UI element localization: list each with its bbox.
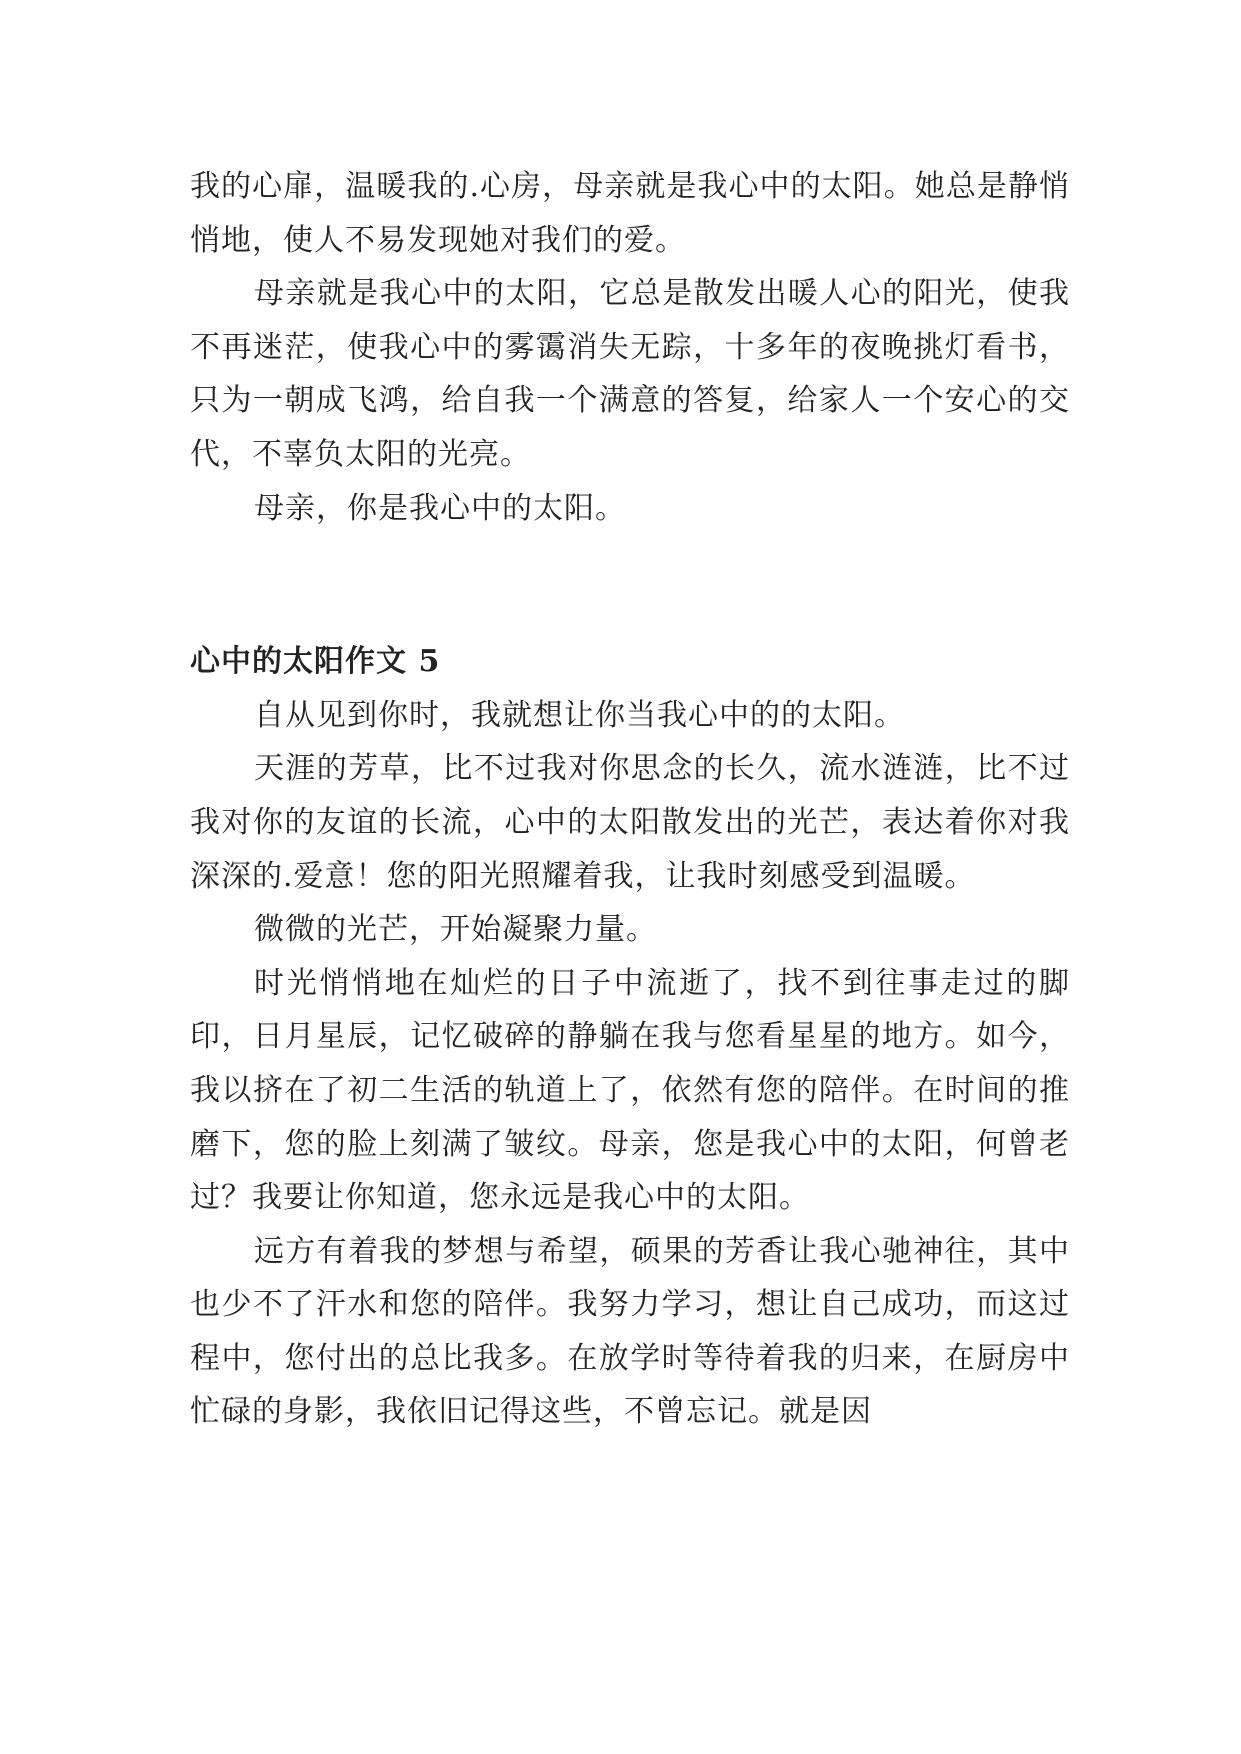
paragraph: 微微的光芒，开始凝聚力量。 [254, 912, 657, 948]
paragraph: 母亲，你是我心中的太阳。 [254, 490, 626, 526]
section-title: 心中的太阳作文 5 [190, 644, 441, 680]
paragraph: 时光悄悄地在灿烂的日子中流逝了，找不到往事走过的脚印，日月星辰，记忆破碎的静躺在我与您看星星的地方。如今，我以挤在了初二生活的轨道上了，依然有您的陪伴。在时间的推磨下，您的脸上刻满了皱纹。母亲，您是我心中的太阳，何曾老过？我要让你知道，您永远是我心中的太阳。 [190, 965, 1070, 1216]
paragraph: 天涯的芳草，比不过我对你思念的长久，流水涟涟，比不过我对你的友谊的长流，心中的太阳散发出的光芒，表达着你对我深深的.爱意！您的阳光照耀着我，让我时刻感受到温暖。 [190, 751, 1070, 894]
paragraph: 远方有着我的梦想与希望，硕果的芳香让我心驰神往，其中也少不了汗水和您的陪伴。我努力学习，想让自己成功，而这过程中，您付出的总比我多。在放学时等待着我的归来，在厨房中忙碌的身影，我依旧记得这些，不曾忘记。就是因 [190, 1233, 1070, 1430]
paragraph: 母亲就是我心中的太阳，它总是散发出暖人心的阳光，使我不再迷茫，使我心中的雾霭消失无踪，十多年的夜晚挑灯看书，只为一朝成飞鸿，给自我一个满意的答复，给家人一个安心的交代，不辜负太阳的光亮。 [190, 276, 1070, 472]
paragraph: 自从见到你时，我就想让你当我心中的的太阳。 [254, 697, 905, 733]
paragraph-continued: 我的心扉，温暖我的.心房，母亲就是我心中的太阳。她总是静悄悄地，使人不易发现她对我们的爱。 [190, 169, 1070, 258]
document-body [190, 160, 1070, 1439]
